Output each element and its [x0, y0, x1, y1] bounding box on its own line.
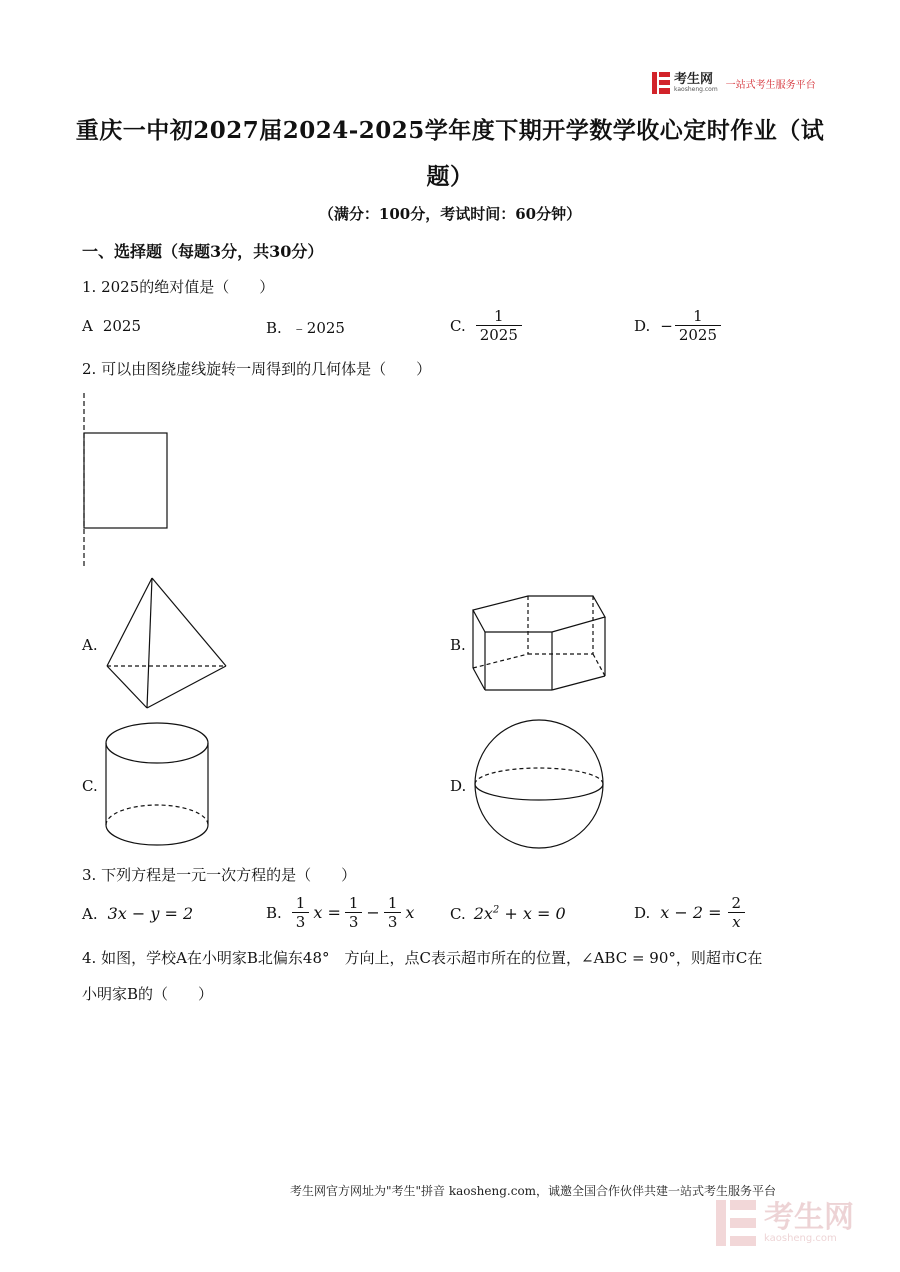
q3-b-frac-1 [292, 894, 310, 931]
q3-a-label: A. [82, 904, 98, 923]
q1-c-label: C. [450, 316, 466, 335]
q3-b-mid: x = [313, 903, 341, 922]
q3-option-c [450, 904, 566, 923]
hexagonal-prism-shape [473, 596, 605, 690]
q3-b-sep: − [366, 903, 380, 922]
q3-c-post: + x = 0 [499, 904, 566, 923]
q3-a-expr: 3x − y = 2 [107, 904, 194, 923]
section-heading: 一、选择题（每题3分，共30分） [82, 242, 324, 261]
logo-name: 考生网 [674, 71, 714, 87]
q1-d-num: 1 [693, 307, 703, 325]
q2-option-c-label: C. [82, 777, 98, 795]
q2-option-a-label: A. [82, 636, 98, 654]
cylinder-shape [106, 723, 208, 845]
q3-option-d [634, 894, 745, 931]
q3-option-a [82, 904, 193, 923]
logo-slogan: 一站式考生服务平台 [725, 79, 816, 91]
watermark-name: 考生网 [764, 1199, 854, 1235]
q3-b-d3: 3 [384, 912, 402, 931]
q3-d-num: 2 [731, 894, 742, 912]
q1-c-den: 2025 [476, 325, 522, 344]
exam-info: （满分：100分，考试时间：60分钟） [318, 205, 582, 223]
watermark-logo-icon [716, 1200, 756, 1246]
q3-b-n1: 1 [295, 894, 306, 912]
q3-d-pre: x − 2 = [660, 903, 722, 922]
question-2-stem: 2. 可以由图绕虚线旋转一周得到的几何体是（ ） [82, 360, 432, 378]
q2-option-b-label: B. [450, 636, 466, 654]
q3-b-tail: x [405, 903, 415, 922]
q3-b-d2: 3 [345, 912, 363, 931]
q1-d-sign: − [660, 316, 673, 335]
q3-c-label: C. [450, 904, 466, 923]
question-4-line-1: 4. 如图，学校A在小明家B北偏东48° 方向上，点C表示超市所在的位置，∠ABC = 90°，则超市C在 [82, 949, 763, 967]
logo-domain: kaosheng.com [674, 85, 718, 93]
q3-option-b [266, 894, 414, 931]
q3-d-fraction [728, 894, 746, 931]
q1-a-value: 2025 [102, 317, 142, 335]
q1-c-num: 1 [494, 307, 504, 325]
q3-c-exp: 2 [492, 904, 500, 916]
q3-c-pre: 2x [473, 904, 493, 923]
question-3-stem: 3. 下列方程是一元一次方程的是（ ） [82, 866, 357, 884]
q1-b-value: ﹣2025 [291, 319, 345, 337]
q3-c-expr [474, 904, 566, 923]
title-line-2: 题） [426, 163, 474, 190]
q3-b-d1: 3 [292, 912, 310, 931]
q2-option-d-label: D. [450, 777, 467, 795]
question-1-stem: 1. 2025的绝对值是（ ） [82, 278, 275, 296]
q2-rotation-figure [84, 393, 167, 568]
q3-d-label: D. [634, 903, 651, 922]
q1-d-den: 2025 [675, 325, 721, 344]
q3-b-n2: 1 [348, 894, 359, 912]
q1-d-label: D. [634, 316, 651, 335]
q3-b-frac-2 [345, 894, 363, 931]
question-4-line-2: 小明家B的（ ） [82, 985, 214, 1003]
title-line-1: 重庆一中初2027届2024-2025学年度下期开学数学收心定时作业（试 [75, 117, 825, 144]
q3-d-den: x [728, 912, 744, 931]
q3-b-frac-3 [384, 894, 402, 931]
sphere-shape [475, 720, 603, 848]
watermark [716, 1200, 854, 1246]
q3-b-label: B. [266, 903, 282, 922]
footer-note: 考生网官方网址为"考生"拼音 kaosheng.com，诚邀全国合作伙伴共建一站式考生服务平台 [290, 1184, 777, 1198]
q1-a-label: A [82, 317, 93, 335]
q1-b-label: B. [266, 318, 282, 337]
pyramid-shape [107, 578, 226, 708]
q3-b-n3: 1 [387, 894, 398, 912]
watermark-domain: kaosheng.com [764, 1232, 837, 1244]
